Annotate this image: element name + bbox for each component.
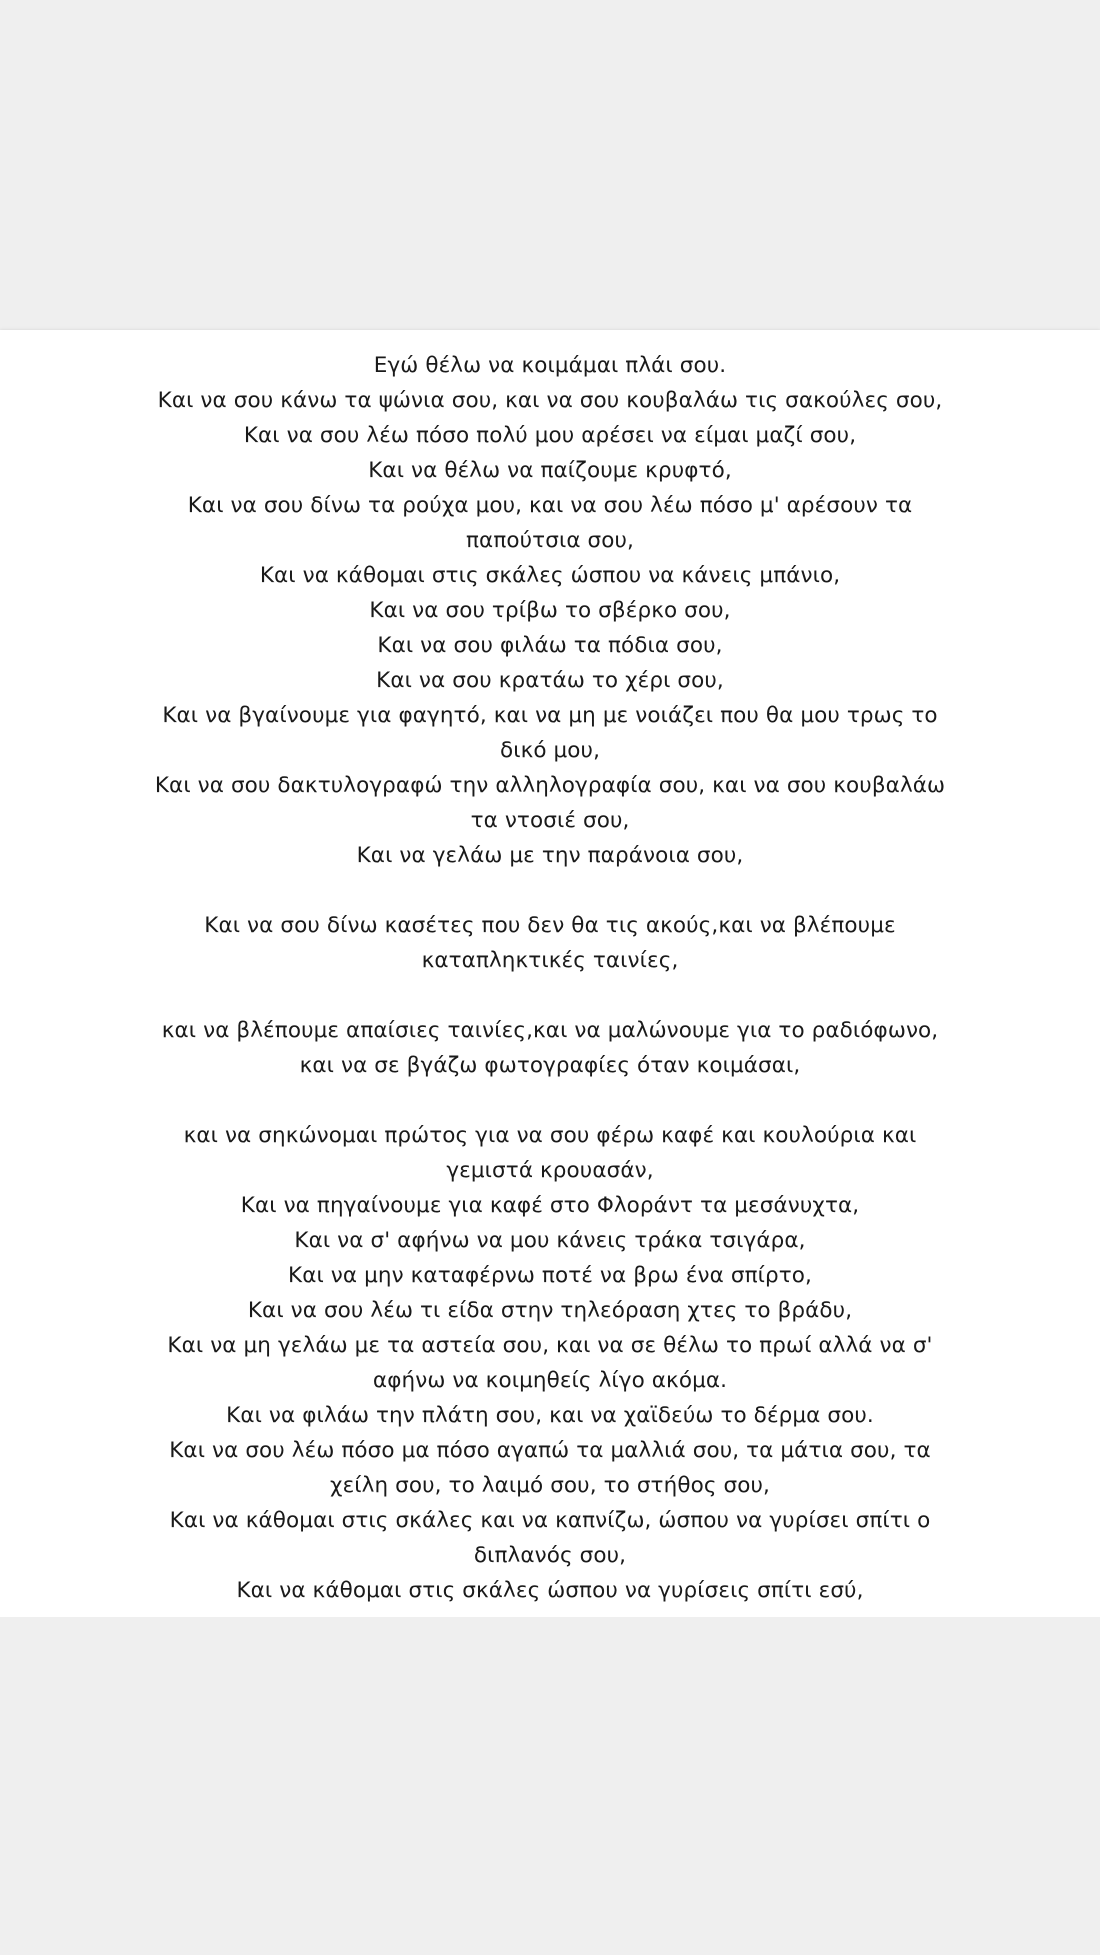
poem-line: Και να σου φιλάω τα πόδια σου,: [377, 633, 723, 658]
poem-line: Και να φιλάω την πλάτη σου, και να χαϊδεύω το δέρμα σου.: [226, 1403, 874, 1428]
stanza-gap: [120, 1083, 980, 1118]
stanza-gap: [120, 978, 980, 1013]
poem-line: Και να μη γελάω με τα αστεία σου, και να σε θέλω το πρωί αλλά να σ': [167, 1333, 933, 1358]
poem-line: Και να θέλω να παίζουμε κρυφτό,: [368, 458, 732, 483]
poem-line: Και να σου δίνω κασέτες που δεν θα τις ακούς,και να βλέπουμε: [204, 913, 896, 938]
poem-line: Και να σου δακτυλογραφώ την αλληλογραφία σου, και να σου κουβαλάω: [154, 773, 946, 798]
poem-line: Και να κάθομαι στις σκάλες ώσπου να γυρίσεις σπίτι εσύ,: [236, 1578, 864, 1603]
poem-text: [120, 348, 980, 1608]
poem-line: γεμιστά κρουασάν,: [446, 1158, 654, 1183]
poem-line: καταπληκτικές ταινίες,: [421, 948, 679, 973]
poem-line: και να σηκώνομαι πρώτος για να σου φέρω καφέ και κουλούρια και: [183, 1123, 917, 1148]
stanza-gap: [120, 873, 980, 908]
poem-line: δικό μου,: [499, 738, 601, 763]
top-blank-area: [0, 0, 1100, 330]
poem-line: Και να πηγαίνουμε για καφέ στο Φλοράντ τα μεσάνυχτα,: [240, 1193, 860, 1218]
poem-line: και να βλέπουμε απαίσιες ταινίες,και να μαλώνουμε για το ραδιόφωνο,: [161, 1018, 939, 1043]
poem-line: Και να μην καταφέρνω ποτέ να βρω ένα σπίρτο,: [288, 1263, 812, 1288]
poem-line: αφήνω να κοιμηθείς λίγο ακόμα.: [372, 1368, 728, 1393]
poem-line: διπλανός σου,: [473, 1543, 627, 1568]
poem-line: Και να κάθομαι στις σκάλες ώσπου να κάνεις μπάνιο,: [259, 563, 841, 588]
poem-line: Και να κάθομαι στις σκάλες και να καπνίζω, ώσπου να γυρίσει σπίτι ο: [169, 1508, 931, 1533]
poem-line: χείλη σου, το λαιμό σου, το στήθος σου,: [330, 1473, 770, 1498]
text-card: [0, 330, 1100, 1617]
poem-line: Εγώ θέλω να κοιμάμαι πλάι σου.: [373, 353, 727, 378]
poem-line: Και να σου τρίβω το σβέρκο σου,: [369, 598, 731, 623]
poem-line: Και να βγαίνουμε για φαγητό, και να μη με νοιάζει που θα μου τρως το: [162, 703, 938, 728]
poem-line: Και να σου κρατάω το χέρι σου,: [376, 668, 724, 693]
poem-line: Και να σου δίνω τα ρούχα μου, και να σου λέω πόσο μ' αρέσουν τα: [187, 493, 913, 518]
bottom-blank-area: [0, 1617, 1100, 1955]
poem-line: Και να σου λέω πόσο πολύ μου αρέσει να είμαι μαζί σου,: [243, 423, 857, 448]
poem-line: Και να γελάω με την παράνοια σου,: [356, 843, 744, 868]
poem-line: Και να σου λέω τι είδα στην τηλεόραση χτες το βράδυ,: [247, 1298, 853, 1323]
poem-line: Και να σ' αφήνω να μου κάνεις τράκα τσιγάρα,: [294, 1228, 806, 1253]
poem-line: και να σε βγάζω φωτογραφίες όταν κοιμάσαι,: [299, 1053, 801, 1078]
poem-line: τα ντοσιέ σου,: [470, 808, 630, 833]
poem-line: παπούτσια σου,: [466, 528, 634, 553]
poem-line: Και να σου λέω πόσο μα πόσο αγαπώ τα μαλλιά σου, τα μάτια σου, τα: [169, 1438, 931, 1463]
poem-line: Και να σου κάνω τα ψώνια σου, και να σου κουβαλάω τις σακούλες σου,: [157, 388, 943, 413]
